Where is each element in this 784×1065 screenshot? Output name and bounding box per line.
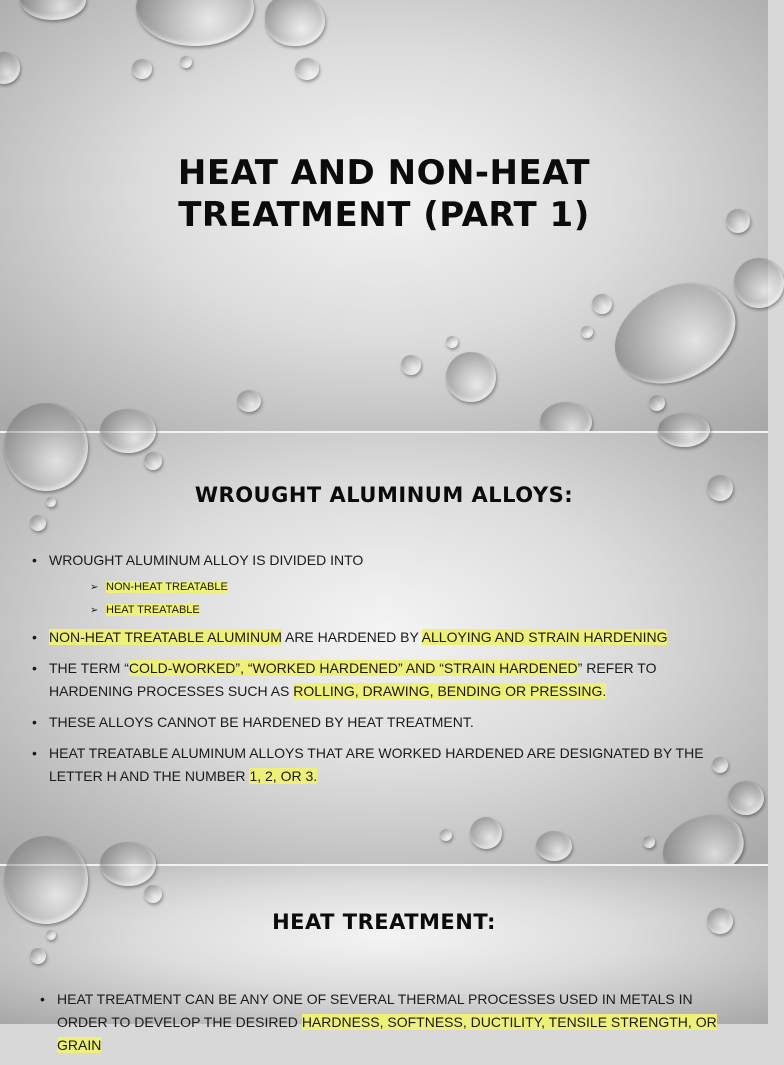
- arrow-bullet-icon: ➢: [90, 582, 99, 593]
- bullet-text: WROUGHT ALUMINUM ALLOY IS DIVIDED INTO: [49, 552, 364, 568]
- bullet-item: [32, 657, 732, 703]
- water-drop: [598, 266, 751, 403]
- sub-bullet-item: [32, 576, 732, 599]
- highlighted-text: NON-HEAT TREATABLE: [106, 581, 228, 593]
- slide-title: [0, 152, 768, 236]
- bullet-list: [40, 988, 740, 1065]
- bullet-item: [40, 988, 740, 1057]
- title-slide: [0, 0, 768, 432]
- highlighted-text: ROLLING, DRAWING, BENDING OR PRESSING.: [293, 683, 607, 699]
- sub-bullet-item: [32, 599, 732, 622]
- water-drop: [446, 336, 458, 348]
- bullet-text: HEAT TREATABLE ALUMINUM ALLOYS THAT ARE WORKED HARDENED ARE DESIGNATED BY THE LETTER H AND THE NUMBER: [49, 745, 704, 784]
- water-drop: [470, 817, 502, 849]
- water-drop: [136, 0, 254, 46]
- water-drop: [144, 452, 162, 470]
- bullet-list: [32, 549, 732, 796]
- water-drop: [144, 885, 162, 903]
- bullet-item: [32, 711, 732, 734]
- water-drop: [295, 58, 319, 80]
- water-drop: [20, 0, 86, 20]
- bullet-text: ” REFER TO HARDENING PROCESSES SUCH AS: [49, 660, 657, 699]
- highlighted-text: HEAT TREATABLE: [106, 604, 200, 616]
- water-drop: [643, 836, 655, 848]
- water-drop: [4, 403, 88, 491]
- bullet-text: THESE ALLOYS CANNOT BE HARDENED BY HEAT TREATMENT.: [49, 714, 474, 730]
- wrought-alloys-slide: [0, 433, 768, 864]
- highlighted-text: NON-HEAT TREATABLE ALUMINUM: [49, 629, 282, 645]
- water-drop: [132, 59, 152, 79]
- water-drop: [237, 390, 261, 412]
- water-drop: [30, 948, 46, 964]
- water-drop: [649, 395, 665, 411]
- water-drop: [100, 842, 156, 886]
- water-drop: [0, 52, 20, 84]
- bullet-text: HEAT TREATMENT CAN BE ANY ONE OF SEVERAL THERMAL PROCESSES USED IN METALS IN ORDER TO DEVELOP THE DESIRED: [57, 991, 693, 1030]
- highlighted-text: ALLOYING AND STRAIN HARDENING: [421, 629, 668, 645]
- water-drop: [100, 409, 156, 453]
- arrow-bullet-icon: ➢: [90, 605, 99, 616]
- water-drop: [658, 413, 710, 447]
- highlighted-text: HARDNESS, SOFTNESS, DUCTILITY, TENSILE STRENGTH, OR GRAIN: [57, 1014, 717, 1053]
- heat-treatment-slide: [0, 866, 768, 1053]
- slide-heading: WROUGHT ALUMINUM ALLOYS:: [194, 483, 574, 507]
- title-line-1: HEAT AND NON-HEAT: [177, 153, 591, 193]
- water-drop: [728, 781, 764, 815]
- water-drop: [401, 355, 421, 375]
- water-drop: [30, 515, 46, 531]
- water-drop: [734, 258, 784, 308]
- title-line-2: TREATMENT (PART 1): [178, 195, 590, 235]
- water-drop: [440, 829, 452, 841]
- slide-heading: HEAT TREATMENT:: [272, 910, 496, 934]
- bullet-text: ARE HARDENED BY: [281, 629, 422, 645]
- bullet-item: [32, 626, 732, 649]
- highlighted-text: 1, 2, OR 3.: [249, 768, 318, 784]
- water-drop: [180, 56, 192, 68]
- water-drop: [581, 326, 593, 338]
- water-drop: [536, 831, 572, 861]
- bullet-item: [32, 549, 732, 572]
- bullet-item: [32, 742, 732, 788]
- water-drop: [592, 294, 612, 314]
- bullet-text: THE TERM “: [49, 660, 129, 676]
- highlighted-text: COLD-WORKED”, “WORKED HARDENED” AND “STRAIN HARDENED: [128, 660, 578, 676]
- water-drop: [446, 352, 496, 402]
- water-drop: [265, 0, 325, 46]
